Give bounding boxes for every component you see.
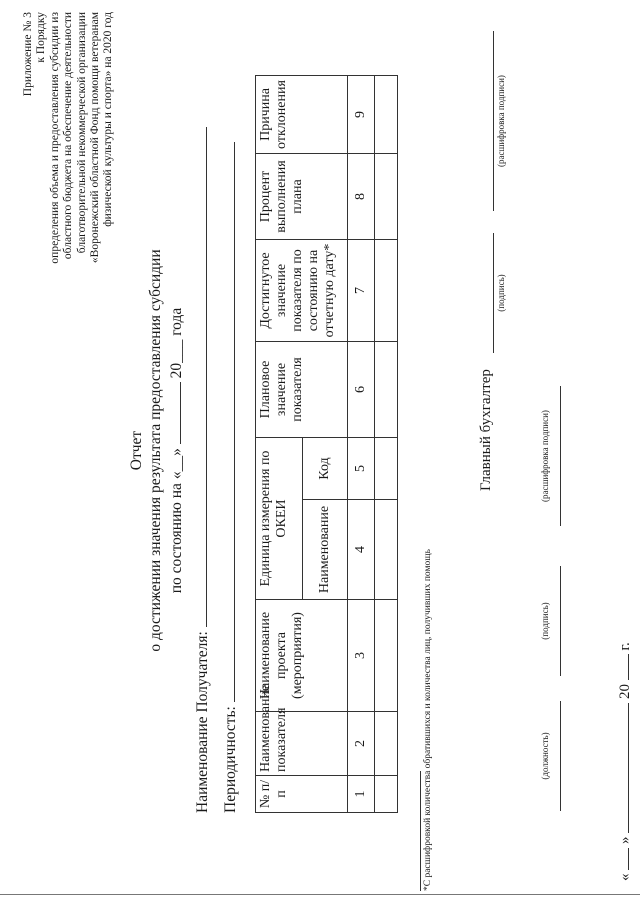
date-prefix: по состоянию на «__» bbox=[168, 448, 185, 594]
report-subtitle: о достижении значения результата предоставления субсидии bbox=[147, 249, 164, 652]
col-number: 6 bbox=[348, 342, 375, 438]
table-cell bbox=[375, 438, 398, 500]
date-day-blank bbox=[614, 848, 629, 870]
col-number: 9 bbox=[348, 76, 375, 154]
periodicity-field bbox=[220, 142, 240, 813]
table-cell bbox=[375, 500, 398, 600]
table-cell bbox=[375, 342, 398, 438]
page-edge-rule bbox=[0, 894, 640, 895]
position-caption: (должность) bbox=[540, 732, 550, 780]
signature-line bbox=[560, 566, 561, 676]
date-year: 20___ года bbox=[168, 307, 185, 379]
table-cell bbox=[375, 240, 398, 342]
accountant-signature-line bbox=[493, 233, 494, 353]
table-header-row bbox=[256, 76, 303, 813]
header-unit-code: Код bbox=[303, 438, 348, 500]
header-number: № п/п bbox=[256, 776, 348, 813]
footnote bbox=[420, 549, 433, 891]
appendix-line: благотворительной некоммерческой организации bbox=[75, 12, 88, 254]
accountant-label: Главный бухгалтер bbox=[478, 369, 494, 491]
recipient-label: Наименование Получателя: bbox=[194, 631, 211, 813]
table-cell bbox=[375, 600, 398, 712]
accountant-decoding-line bbox=[493, 31, 494, 211]
appendix-line: физической культуры и спорта» на 2020 год bbox=[102, 12, 115, 227]
table-cell bbox=[375, 76, 398, 154]
table-cell bbox=[375, 154, 398, 240]
date-month-blank bbox=[166, 382, 181, 444]
appendix-line: определения объема и предоставления субсидии из bbox=[48, 12, 61, 264]
date-field bbox=[614, 642, 634, 881]
periodicity-label: Периодичность: bbox=[222, 706, 239, 813]
recipient-blank bbox=[192, 127, 207, 627]
footnote-text: *С расшифровкой количества обратившихся и количества лиц, получивших помощь bbox=[423, 549, 433, 891]
date-year-prefix: 20 bbox=[617, 684, 633, 699]
header-deviation-reason: Причина отклонения bbox=[256, 76, 348, 154]
recipient-field bbox=[192, 127, 212, 813]
col-number: 3 bbox=[348, 600, 375, 712]
table-cell bbox=[375, 776, 398, 813]
decoding-caption: (расшифровка подписи) bbox=[496, 75, 506, 167]
col-number: 1 bbox=[348, 776, 375, 813]
table-number-row bbox=[348, 76, 375, 813]
header-plan-percent: Процент выполнения плана bbox=[256, 154, 348, 240]
report-table bbox=[255, 75, 398, 813]
signature-caption: (подпись) bbox=[540, 602, 550, 640]
decoding-caption: (расшифровка подписи) bbox=[540, 410, 550, 502]
col-number: 8 bbox=[348, 154, 375, 240]
col-number: 4 bbox=[348, 500, 375, 600]
date-year-blank bbox=[614, 654, 629, 680]
report-date-line bbox=[166, 0, 186, 901]
col-number: 7 bbox=[348, 240, 375, 342]
decoding-line bbox=[560, 386, 561, 526]
position-line bbox=[560, 701, 561, 811]
table-cell bbox=[375, 712, 398, 776]
appendix-line: областного бюджета на обеспечение деятельности bbox=[62, 12, 75, 260]
appendix-line: «Воронежский областной Фонд помощи ветеранам bbox=[89, 12, 102, 264]
signature-caption: (подпись) bbox=[496, 274, 506, 312]
header-planned-value: Плановое значение показателя bbox=[256, 342, 348, 438]
date-suffix: г. bbox=[617, 642, 633, 651]
header-indicator-name: Наименование показателя bbox=[256, 712, 348, 776]
date-close-quote: » bbox=[617, 836, 633, 844]
periodicity-blank bbox=[220, 142, 235, 702]
col-number: 5 bbox=[348, 438, 375, 500]
header-achieved-value: Достигнутое значение показателя по состоянию на отчетную дату* bbox=[256, 240, 348, 342]
header-unit-name: Наименование bbox=[303, 500, 348, 600]
date-month-blank bbox=[614, 703, 629, 833]
appendix-line: к Порядку bbox=[35, 12, 48, 63]
date-open-quote: « bbox=[617, 873, 633, 881]
header-unit-okei: Единица измерения по ОКЕИ bbox=[256, 438, 303, 600]
report-title: Отчет bbox=[128, 430, 145, 471]
footnote-rule bbox=[420, 771, 421, 891]
header-project-name: Наименование проекта (мероприятия) bbox=[256, 600, 348, 712]
appendix-line: Приложение № 3 bbox=[22, 12, 34, 97]
col-number: 2 bbox=[348, 712, 375, 776]
table-row bbox=[375, 76, 398, 813]
appendix-block bbox=[22, 12, 116, 342]
